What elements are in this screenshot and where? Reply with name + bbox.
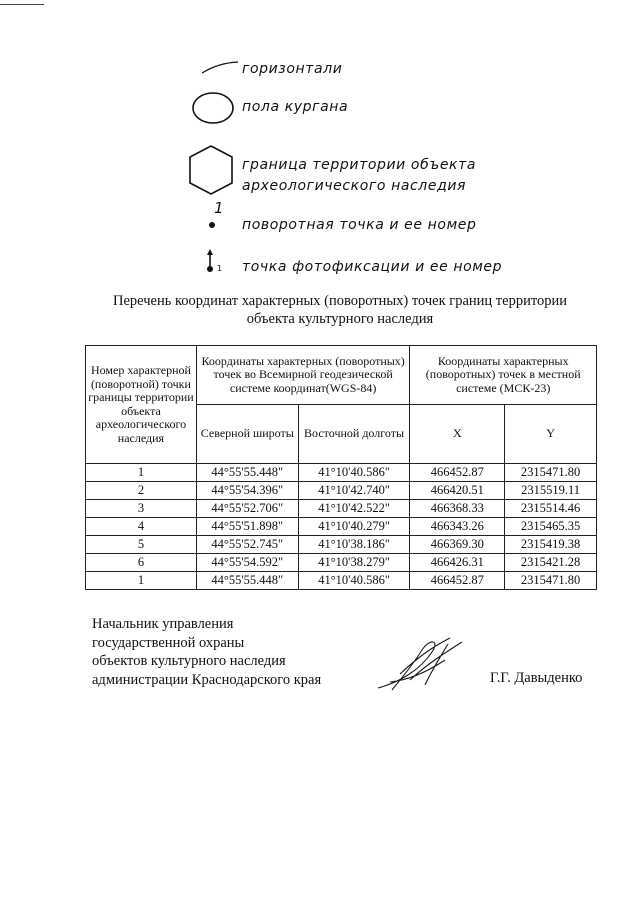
cell-number: 2 xyxy=(86,482,197,500)
cell-lat: 44°55'55.448" xyxy=(196,464,298,482)
cell-y: 2315519.11 xyxy=(505,482,597,500)
position-line3: объектов культурного наследия xyxy=(92,653,286,669)
hexagon-icon xyxy=(186,143,236,197)
legend-label-boundary-line1: граница территории объекта xyxy=(242,157,477,173)
cell-x: 466369.30 xyxy=(410,536,505,554)
cell-lat: 44°55'52.706" xyxy=(196,500,298,518)
table-row xyxy=(86,500,597,518)
cell-y: 2315421.28 xyxy=(505,554,597,572)
header-x: X xyxy=(410,405,505,464)
cell-y: 2315471.80 xyxy=(505,572,597,590)
list-title-line1: Перечень координат характерных (поворотных) точек границ территории xyxy=(112,293,568,309)
cell-y: 2315471.80 xyxy=(505,464,597,482)
cell-lat: 44°55'52.745" xyxy=(196,536,298,554)
coordinates-table xyxy=(85,345,597,590)
table-row xyxy=(86,464,597,482)
cell-number: 1 xyxy=(86,572,197,590)
cell-lon: 41°10'38.279" xyxy=(298,554,410,572)
cell-lon: 41°10'42.522" xyxy=(298,500,410,518)
signer-name: Г.Г. Давыденко xyxy=(490,670,583,686)
cell-x: 466452.87 xyxy=(410,572,505,590)
cell-y: 2315465.35 xyxy=(505,518,597,536)
legend-photo-number: 1 xyxy=(217,264,223,273)
cell-lon: 41°10'42.740" xyxy=(298,482,410,500)
ellipse-icon xyxy=(191,90,235,126)
legend-label-turning-point: поворотная точка и ее номер xyxy=(242,217,477,233)
header-msk: Координаты характерных (поворотных) точек в местной системе (МСК-23) xyxy=(410,346,597,405)
cell-x: 466426.31 xyxy=(410,554,505,572)
signatory-position xyxy=(92,615,321,689)
header-number: Номер характерной (поворотной) точки границы территории объекта археологического наследия xyxy=(86,346,197,464)
header-y: Y xyxy=(505,405,597,464)
cell-y: 2315514.46 xyxy=(505,500,597,518)
legend-label-contours: горизонтали xyxy=(242,61,343,77)
position-line4: администрации Краснодарского края xyxy=(92,671,322,688)
legend-point-number: 1 xyxy=(214,199,225,217)
legend-label-boundary-line2: археологического наследия xyxy=(242,178,467,194)
cell-number: 1 xyxy=(86,464,197,482)
position-line2: государственной охраны xyxy=(92,634,245,651)
header-lat: Северной широты xyxy=(196,405,298,464)
table-row xyxy=(86,536,597,554)
cell-lat: 44°55'54.592" xyxy=(196,554,298,572)
header-wgs: Координаты характерных (поворотных) точек во Всемирной геодезической системе координат(WGS-84) xyxy=(196,346,410,405)
cell-lon: 41°10'40.279" xyxy=(298,518,410,536)
cell-lon: 41°10'38.186" xyxy=(298,536,410,554)
cell-number: 4 xyxy=(86,518,197,536)
photo-point-icon xyxy=(204,248,218,274)
cell-y: 2315419.38 xyxy=(505,536,597,554)
table-row xyxy=(86,572,597,590)
contour-line-icon xyxy=(200,58,240,78)
cell-x: 466343.26 xyxy=(410,518,505,536)
cell-lon: 41°10'40.586" xyxy=(298,572,410,590)
table-row xyxy=(86,554,597,572)
cell-number: 6 xyxy=(86,554,197,572)
list-title-line2: объекта культурного наследия xyxy=(246,311,434,327)
cell-lat: 44°55'55.448" xyxy=(196,572,298,590)
legend-label-mound: пола кургана xyxy=(242,99,349,115)
numbered-point-icon xyxy=(205,218,219,232)
corner-rule xyxy=(0,4,44,5)
cell-x: 466452.87 xyxy=(410,464,505,482)
table-row xyxy=(86,518,597,536)
cell-lat: 44°55'54.396" xyxy=(196,482,298,500)
cell-x: 466420.51 xyxy=(410,482,505,500)
cell-x: 466368.33 xyxy=(410,500,505,518)
cell-lat: 44°55'51.898" xyxy=(196,518,298,536)
table-row xyxy=(86,482,597,500)
cell-number: 5 xyxy=(86,536,197,554)
position-line1: Начальник управления xyxy=(92,616,234,632)
handwritten-signature xyxy=(370,630,470,700)
cell-lon: 41°10'40.586" xyxy=(298,464,410,482)
header-lon: Восточной долготы xyxy=(298,405,410,464)
cell-number: 3 xyxy=(86,500,197,518)
legend-label-photo-point: точка фотофиксации и ее номер xyxy=(242,259,503,275)
list-title xyxy=(60,292,620,328)
